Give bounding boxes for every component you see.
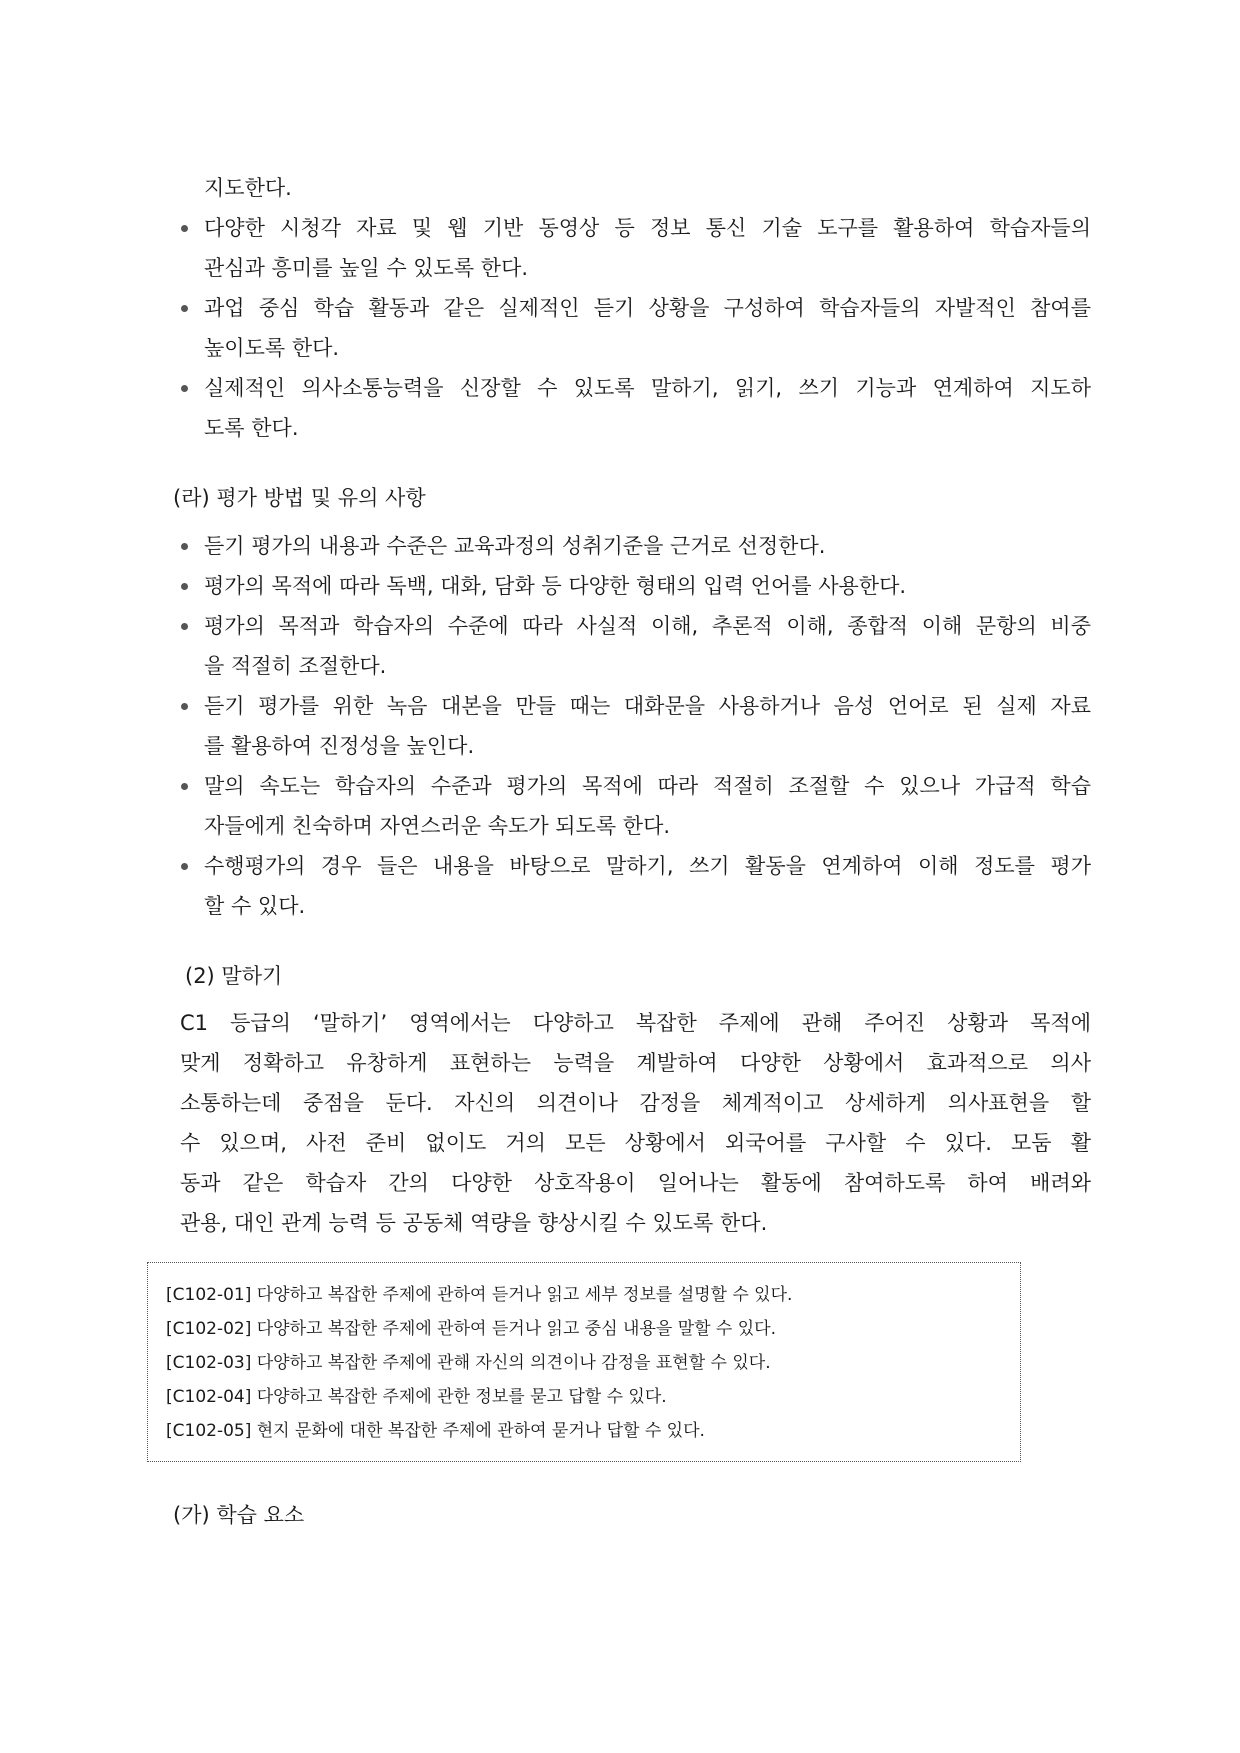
- bullet-line: 다양한 시청각 자료 및 웹 기반 동영상 등 정보 통신 기술 도구를 활용하여 학습자들의: [204, 216, 1091, 240]
- bullet-icon: [181, 863, 188, 870]
- speaking-paragraph-line: 관용, 대인 관계 능력 등 공동체 역량을 향상시킬 수 있도록 한다.: [180, 1211, 768, 1235]
- bullet-line: 듣기 평가의 내용과 수준은 교육과정의 성취기준을 근거로 선정한다.: [204, 534, 826, 558]
- bullet-line: 를 활용하여 진정성을 높인다.: [204, 734, 475, 758]
- standard-item: [C102-04] 다양하고 복잡한 주제에 관한 정보를 묻고 답할 수 있다.: [166, 1387, 667, 1407]
- learning-elements-heading: (가) 학습 요소: [173, 1503, 305, 1527]
- bullet-line: 자들에게 친숙하며 자연스러운 속도가 되도록 한다.: [204, 814, 671, 838]
- bullet-line: 과업 중심 학습 활동과 같은 실제적인 듣기 상황을 구성하여 학습자들의 자발적인 참여를: [204, 296, 1091, 320]
- bullet-icon: [181, 305, 188, 312]
- bullet-line: 할 수 있다.: [204, 894, 306, 918]
- bullet-line: 듣기 평가를 위한 녹음 대본을 만들 때는 대화문을 사용하거나 음성 언어로 된 실제 자료: [204, 694, 1091, 718]
- bullet-icon: [181, 583, 188, 590]
- bullet-line: 실제적인 의사소통능력을 신장할 수 있도록 말하기, 읽기, 쓰기 기능과 연계하여 지도하: [204, 376, 1091, 400]
- bullet-line: 수행평가의 경우 들은 내용을 바탕으로 말하기, 쓰기 활동을 연계하여 이해 정도를 평가: [204, 854, 1091, 878]
- standard-item: [C102-03] 다양하고 복잡한 주제에 관해 자신의 의견이나 감정을 표현할 수 있다.: [166, 1353, 771, 1373]
- speaking-paragraph-line: 동과 같은 학습자 간의 다양한 상호작용이 일어나는 활동에 참여하도록 하여 배려와: [180, 1171, 1091, 1195]
- section-heading: (라) 평가 방법 및 유의 사항: [173, 486, 426, 510]
- speaking-paragraph-line: C1 등급의 ‘말하기’ 영역에서는 다양하고 복잡한 주제에 관해 주어진 상황과 목적에: [180, 1011, 1091, 1035]
- standard-item: [C102-01] 다양하고 복잡한 주제에 관하여 듣거나 읽고 세부 정보를 설명할 수 있다.: [166, 1285, 793, 1305]
- bullet-line: 평가의 목적과 학습자의 수준에 따라 사실적 이해, 추론적 이해, 종합적 이해 문항의 비중: [204, 614, 1091, 638]
- bullet-icon: [181, 543, 188, 550]
- bullet-line: 관심과 흥미를 높일 수 있도록 한다.: [204, 256, 529, 280]
- bullet-line: 높이도록 한다.: [204, 336, 340, 360]
- bullet-line: 평가의 목적에 따라 독백, 대화, 담화 등 다양한 형태의 입력 언어를 사용한다.: [204, 574, 907, 598]
- bullet-line: 말의 속도는 학습자의 수준과 평가의 목적에 따라 적절히 조절할 수 있으나 가급적 학습: [204, 774, 1091, 798]
- bullet-icon: [181, 385, 188, 392]
- speaking-heading: (2) 말하기: [185, 964, 283, 988]
- bullet-icon: [181, 703, 188, 710]
- bullet-icon: [181, 783, 188, 790]
- speaking-paragraph-line: 맞게 정확하고 유창하게 표현하는 능력을 계발하여 다양한 상황에서 효과적으로 의사: [180, 1051, 1091, 1075]
- lead-fragment: 지도한다.: [204, 176, 292, 200]
- bullet-line: 도록 한다.: [204, 416, 299, 440]
- speaking-paragraph-line: 소통하는데 중점을 둔다. 자신의 의견이나 감정을 체계적이고 상세하게 의사표현을 할: [180, 1091, 1091, 1115]
- bullet-icon: [181, 225, 188, 232]
- standard-item: [C102-02] 다양하고 복잡한 주제에 관하여 듣거나 읽고 중심 내용을 말할 수 있다.: [166, 1319, 777, 1339]
- bullet-icon: [181, 623, 188, 630]
- standard-item: [C102-05] 현지 문화에 대한 복잡한 주제에 관하여 묻거나 답할 수 있다.: [166, 1421, 705, 1441]
- bullet-line: 을 적절히 조절한다.: [204, 654, 387, 678]
- achievement-standards-box: [147, 1262, 1021, 1462]
- speaking-paragraph-line: 수 있으며, 사전 준비 없이도 거의 모든 상황에서 외국어를 구사할 수 있다. 모둠 활: [180, 1131, 1091, 1155]
